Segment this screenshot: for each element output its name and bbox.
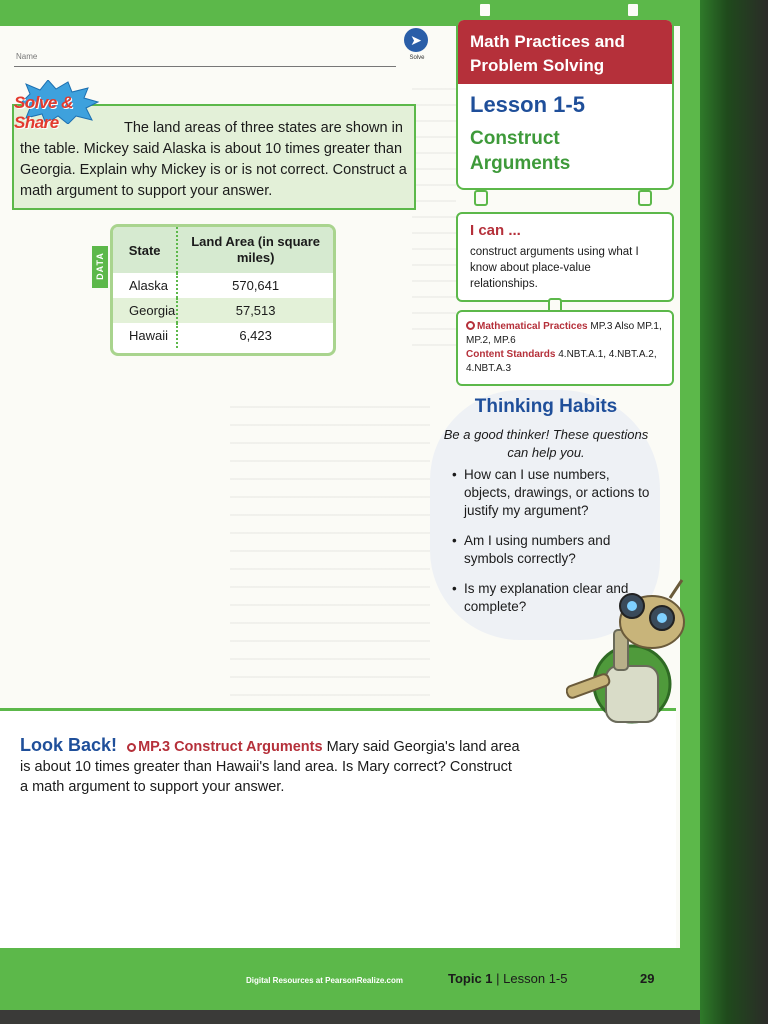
- list-item: • Am I using numbers and symbols correctly?: [452, 532, 652, 568]
- sign-hook-icon: [474, 190, 488, 206]
- lesson-title: Construct Arguments: [470, 128, 571, 174]
- bleed-through-lines-right: [412, 88, 456, 348]
- data-tab: [92, 246, 108, 288]
- solve-rocket-icon: ➤: [404, 28, 428, 52]
- content-standards-text: 4.NBT.A.1, 4.NBT.A.2, 4.NBT.A.3: [466, 349, 657, 374]
- book-spine: [700, 0, 768, 1024]
- footer-topic: [448, 971, 568, 986]
- table-header-state: State: [113, 227, 177, 273]
- look-back-practice: MP.3 Construct Arguments: [138, 739, 323, 755]
- solve-share-prompt: The land areas of three states are shown in the table. Mickey said Alaska is about 10 times greater than Georgia. Explain why Mickey is or is not correct. Construct a math argument to support your answer.: [20, 120, 407, 199]
- list-item: • How can I use numbers, objects, drawings, or actions to justify my argument?: [452, 466, 652, 520]
- content-standards-label: Content Standards: [466, 349, 556, 360]
- i-can-box: [456, 212, 674, 302]
- page-footer: [0, 948, 700, 1010]
- table-header-area: Land Area (in square miles): [177, 227, 333, 273]
- table-row: [113, 273, 333, 298]
- look-back-text: [20, 735, 520, 797]
- list-item: • Is my explanation clear and complete?: [452, 580, 652, 616]
- footer-divider: |: [496, 971, 504, 986]
- i-can-text: construct arguments using what I know about place-value relationships.: [470, 246, 639, 290]
- sign-hook-icon: [638, 190, 652, 206]
- mp-text: MP.3 Also MP.1, MP.2, MP.6: [466, 321, 662, 346]
- standards-text: [466, 320, 666, 376]
- look-back-section: [0, 708, 676, 953]
- digital-resources-link[interactable]: Digital Resources at PearsonRealize.com: [246, 976, 403, 985]
- target-icon: [466, 321, 475, 330]
- math-practices-heading: Math Practices and Problem Solving: [458, 20, 672, 84]
- land-area-table: [110, 224, 336, 356]
- look-back-prompt: Mary said Georgia's land area is about 10 times greater than Hawaii's land area. Is Mary correct? Construct a math argument to support your answer.: [20, 739, 520, 795]
- target-icon: [127, 743, 136, 752]
- table-row: [113, 323, 333, 348]
- table-cell-area: 57,513: [177, 298, 333, 323]
- data-tab-label: DATA: [94, 252, 105, 280]
- bleed-through-lines: [230, 406, 430, 706]
- lesson-sign: [456, 18, 674, 190]
- solve-share-badge: Solve & Share: [14, 93, 73, 132]
- thinking-habits-subtitle: Be a good thinker! These questions can help you.: [443, 427, 649, 460]
- lesson-number: Lesson 1-5: [470, 92, 585, 117]
- table-cell-area: 570,641: [177, 273, 333, 298]
- footer-topic-label: Topic 1: [448, 971, 493, 986]
- table-cell-area: 6,423: [177, 323, 333, 348]
- robot-character-icon: [566, 576, 690, 726]
- solve-label: Solve: [409, 55, 425, 61]
- name-label: Name: [16, 52, 38, 61]
- look-back-heading: Look Back!: [20, 735, 118, 755]
- mp-label: Mathematical Practices: [477, 321, 588, 332]
- page-number: 29: [640, 971, 655, 986]
- standards-box: [456, 310, 674, 386]
- table-cell-state: Hawaii: [113, 323, 177, 348]
- table-row: [113, 298, 333, 323]
- i-can-heading: I can ...: [470, 222, 521, 239]
- name-line[interactable]: [14, 52, 396, 67]
- footer-lesson: Lesson 1-5: [503, 971, 568, 986]
- table-cell-state: Georgia: [113, 298, 177, 323]
- thinking-habits-title: Thinking Habits: [474, 396, 618, 417]
- table-cell-state: Alaska: [113, 273, 177, 298]
- sign-hook-icon: [478, 2, 492, 18]
- sign-hook-icon: [626, 2, 640, 18]
